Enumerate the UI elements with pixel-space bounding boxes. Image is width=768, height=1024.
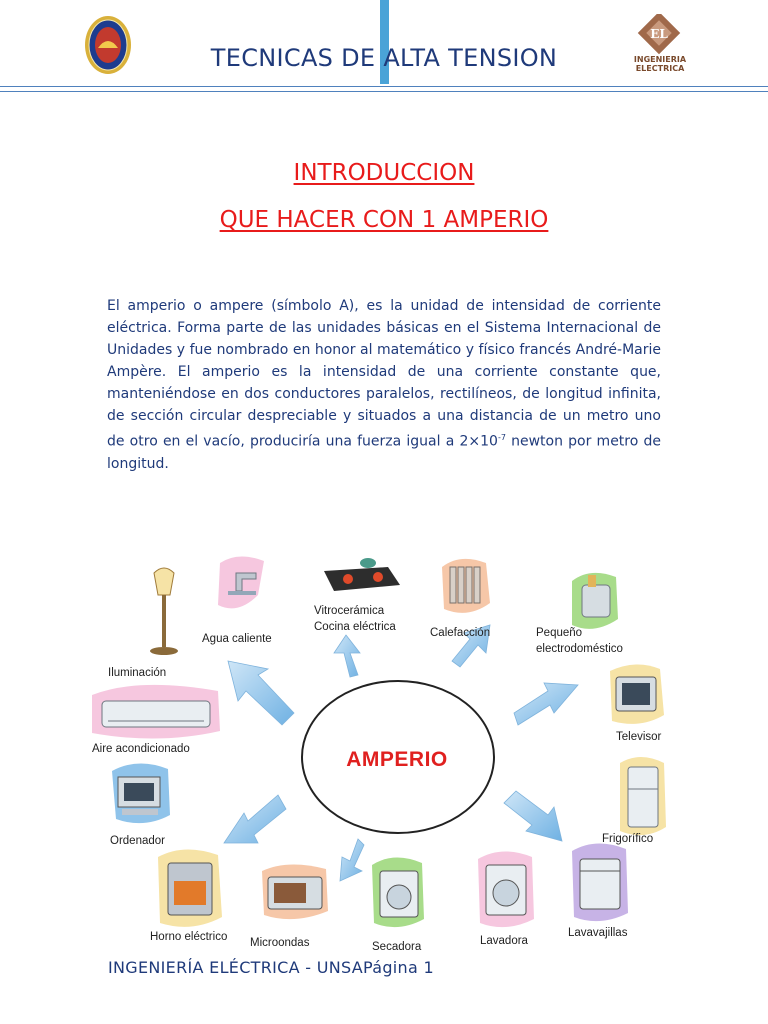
air-conditioner-icon bbox=[92, 685, 220, 739]
cooktop-icon bbox=[324, 558, 400, 591]
arrow-bottom bbox=[340, 839, 364, 881]
radiator-icon bbox=[442, 559, 490, 613]
arrow-left bbox=[224, 795, 286, 843]
faucet-icon bbox=[218, 556, 264, 608]
page-footer: INGENIERÍA ELÉCTRICA - UNSAPágina 1 bbox=[108, 958, 434, 977]
label-electrodomestico: electrodoméstico bbox=[536, 643, 623, 655]
toaster-icon bbox=[572, 573, 618, 629]
oven-icon bbox=[158, 849, 222, 926]
label-pequeno: Pequeño bbox=[536, 627, 583, 639]
label-secadora: Secadora bbox=[372, 941, 422, 953]
label-cocina-electrica: Cocina eléctrica bbox=[314, 621, 396, 633]
label-microondas: Microondas bbox=[250, 937, 310, 949]
washer-icon bbox=[478, 851, 534, 927]
tv-icon bbox=[610, 664, 664, 723]
diagram-center-label: AMPERIO bbox=[346, 748, 448, 771]
fridge-icon bbox=[620, 757, 666, 835]
label-lavavajillas: Lavavajillas bbox=[568, 927, 628, 939]
label-agua-caliente: Agua caliente bbox=[202, 633, 272, 645]
label-ordenador: Ordenador bbox=[110, 835, 165, 847]
header-rule bbox=[0, 91, 768, 92]
label-vitroceramica: Vitrocerámica bbox=[314, 605, 385, 617]
dishwasher-icon bbox=[572, 843, 628, 921]
label-iluminacion: Iluminación bbox=[108, 667, 167, 679]
amperio-diagram bbox=[88, 545, 688, 965]
label-televisor: Televisor bbox=[616, 731, 662, 743]
header-rule bbox=[0, 86, 768, 87]
header-title: TECNICAS DE ALTA TENSION bbox=[210, 44, 558, 72]
section-heading: INTRODUCCION bbox=[293, 160, 475, 186]
section-subheading: QUE HACER CON 1 AMPERIO bbox=[219, 207, 549, 233]
lamp-icon bbox=[150, 568, 178, 655]
logo-caption: INGENIERIA ELECTRICA bbox=[633, 55, 687, 73]
svg-text:EL: EL bbox=[650, 27, 668, 41]
computer-icon bbox=[112, 763, 170, 823]
label-calefaccion: Calefacción bbox=[430, 627, 491, 639]
arrow-upper-left bbox=[228, 661, 294, 725]
arrow-top bbox=[334, 635, 360, 677]
label-aire-acondicionado: Aire acondicionado bbox=[92, 743, 190, 755]
arrow-lower-right bbox=[504, 791, 562, 841]
label-horno-electrico: Horno eléctrico bbox=[150, 931, 228, 943]
label-frigorifico: Frigorífico bbox=[602, 833, 654, 845]
label-lavadora: Lavadora bbox=[480, 935, 528, 947]
dryer-icon bbox=[372, 857, 424, 927]
body-paragraph: El amperio o ampere (símbolo A), es la unidad de intensidad de corriente eléctrica. Forma parte de las unidades básicas en el Sistema Internacional de Unidades y fue nombrado en honor al matemático y físico francés André-Marie Ampère. El amperio es la intensidad de una corriente constante que, manteniéndose en dos conductores paralelos, rectilíneos, de longitud infinita, de sección circular despreciable y situados a una distancia de un metro uno de otro en el vacío, produciría una fuerza igual a $2\times 10^{-7}$ newton por metro de longitud. bbox=[107, 298, 661, 472]
microwave-icon bbox=[262, 864, 328, 919]
arrow-right bbox=[514, 683, 578, 725]
